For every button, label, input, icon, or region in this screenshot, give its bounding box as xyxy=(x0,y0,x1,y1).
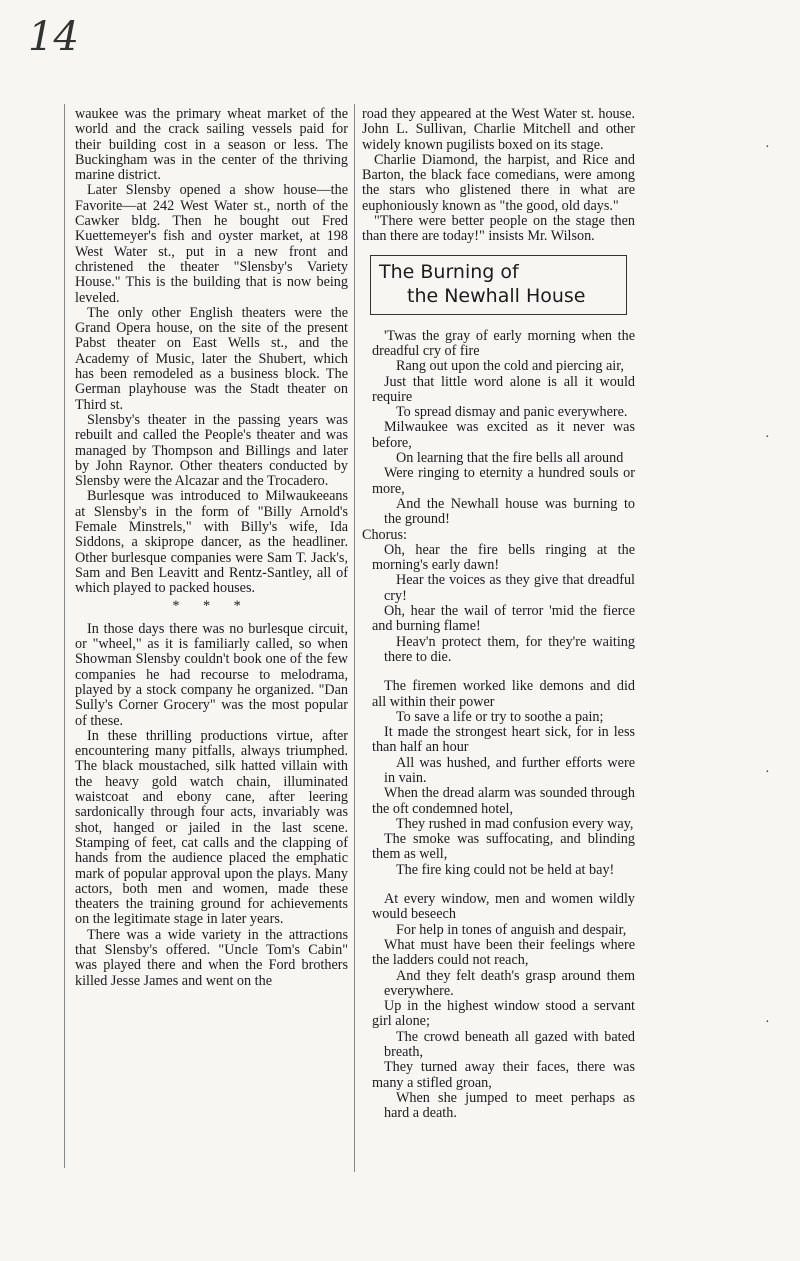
poem-line: Hear the voices as they give that dreadful cry! xyxy=(384,572,635,604)
poem-verse-1 xyxy=(362,329,635,528)
article-column-left xyxy=(75,107,348,989)
paragraph: The only other English theaters were the Grand Opera house, on the site of the present Pabst theater on East Wells st., and the Academy of Music, later the Shubert, which has been remodeled as a business block. The German playhouse was the Stadt theater on Third st. xyxy=(75,304,348,413)
poem-verse-3 xyxy=(362,892,635,1121)
poem-line: Milwaukee was excited as it never was before, xyxy=(372,419,635,451)
chorus-label: Chorus: xyxy=(362,526,407,543)
poem-line: They turned away their faces, there was many a stifled groan, xyxy=(372,1059,635,1091)
paragraph: road they appeared at the West Water st. house. John L. Sullivan, Charlie Mitchell and other widely known pugilists boxed on its stage. xyxy=(362,106,635,153)
poem-line: The fire king could not be held at bay! xyxy=(396,861,615,878)
poem-line: For help in tones of anguish and despair, xyxy=(396,921,627,938)
poem-line: 'Twas the gray of early morning when the dreadful cry of fire xyxy=(372,327,635,359)
paragraph: Burlesque was introduced to Milwaukeeans at Slensby's in the form of "Billy Arnold's Female Minstrels," with Billy's wife, Ida Siddons, a skiprope dancer, as the headliner. Other burlesque companies were Sam T. Jack's, Sam and Ben Leavitt and Rentz-Santley, all of which played to packed houses. xyxy=(75,488,348,597)
poem-chorus xyxy=(362,543,635,665)
poem-line: When the dread alarm was sounded through the oft condemned hotel, xyxy=(372,785,635,817)
poem-line: Heav'n protect them, for they're waiting there to die. xyxy=(384,633,635,665)
stanza-gap xyxy=(362,665,635,679)
column-rule-left xyxy=(64,104,65,1168)
scrapbook-margin-mark: · xyxy=(765,765,770,780)
poem-line: Oh, hear the fire bells ringing at the morning's early dawn! xyxy=(372,541,635,574)
page-number: 14 xyxy=(28,14,79,60)
article-column-right xyxy=(362,107,635,1122)
stanza-gap xyxy=(362,878,635,892)
paragraph: In these thrilling productions virtue, after encountering many pitfalls, always triumphed. The black moustached, silk hatted villain with the heavy gold watch chain, illuminated waistcoat and ebony cane, after leering sardonically through four acts, invariably was shot, hanged or jailed in the last scene. Stamping of feet, cat calls and the clapping of hands from the audience placed the emphatic mark of popular approval upon the plays. Many actors, both men and women, made these theaters the training ground for achievements on the legitimate stage in later years. xyxy=(75,727,348,928)
poem-line: Rang out upon the cold and piercing air, xyxy=(396,358,624,375)
poem-line: And they felt death's grasp around them everywhere. xyxy=(384,967,635,999)
poem-line: To save a life or try to soothe a pain; xyxy=(396,708,604,725)
headline-line-1: The Burning of xyxy=(379,260,519,283)
paragraph: "There were better people on the stage then than there are today!" insists Mr. Wilson. xyxy=(362,213,635,245)
poem-line: The firemen worked like demons and did all within their power xyxy=(372,678,635,710)
poem-line: To spread dismay and panic everywhere. xyxy=(396,404,628,421)
poem-line: Just that little word alone is all it would require xyxy=(372,373,635,405)
scrapbook-margin-mark: · xyxy=(765,140,770,155)
poem-line: The crowd beneath all gazed with bated breath, xyxy=(384,1028,635,1061)
poem-line: At every window, men and women wildly would beseech xyxy=(372,891,635,923)
poem-line: Oh, hear the wail of terror 'mid the fierce and burning flame! xyxy=(372,603,635,635)
column-rule-middle xyxy=(354,104,355,1172)
poem-line: What must have been their feelings where the ladders could not reach, xyxy=(372,936,635,969)
headline-line-2: the Newhall House xyxy=(407,284,586,307)
poem-line: When she jumped to meet perhaps as hard a death. xyxy=(384,1089,635,1122)
paragraph: Later Slensby opened a show house—the Favorite—at 242 West Water st., north of the Cawker bldg. Then he bought out Fred Kuettemeyer's fish and oyster market, at 198 West Water st., put in a new front and christened the theater "Slensby's Variety House." This is the building that is now being leveled. xyxy=(75,182,348,306)
poem-line: It made the strongest heart sick, for in less than half an hour xyxy=(372,724,635,756)
poem-verse-2 xyxy=(362,679,635,878)
poem-line: And the Newhall house was burning to the ground! xyxy=(384,495,635,528)
scrapbook-margin-mark: · xyxy=(765,1015,770,1030)
paragraph: There was a wide variety in the attractions that Slensby's offered. "Uncle Tom's Cabin" was played there and when the Ford brothers killed Jesse James and went on the xyxy=(75,926,348,989)
paragraph: waukee was the primary wheat market of the world and the crack sailing vessels paid for their building cost in a season or less. The Buckingham was in the center of the thriving marine district. xyxy=(75,106,348,184)
poem-line: The smoke was suffocating, and blinding them as well, xyxy=(372,831,635,863)
scrapbook-margin-mark: · xyxy=(765,430,770,445)
section-separator: * * * xyxy=(172,597,251,614)
poem-line: All was hushed, and further efforts were in vain. xyxy=(384,754,635,786)
paragraph: Slensby's theater in the passing years was rebuilt and called the People's theater and was managed by Thompson and Billings and later by John Raynor. Other theaters conducted by Slensby were the Alcazar and the Trocadero. xyxy=(75,411,348,490)
poem-line: They rushed in mad confusion every way, xyxy=(396,815,634,832)
poem-headline xyxy=(370,255,627,315)
poem-line: On learning that the fire bells all around xyxy=(396,450,624,467)
paragraph: In those days there was no burlesque circuit, or "wheel," as it is familiarly called, so when Showman Slensby couldn't book one of the few companies he had recourse to melodrama, played by a stock company he organized. "Dan Sully's Corner Grocery" was the most popular of these. xyxy=(75,620,348,729)
paragraph: Charlie Diamond, the harpist, and Rice and Barton, the black face comedians, were among the stars who glistened there in what are euphoniously known as "the good, old days." xyxy=(362,151,635,214)
poem-line: Up in the highest window stood a servant girl alone; xyxy=(372,998,635,1030)
poem-line: Were ringing to eternity a hundred souls or more, xyxy=(372,465,635,497)
